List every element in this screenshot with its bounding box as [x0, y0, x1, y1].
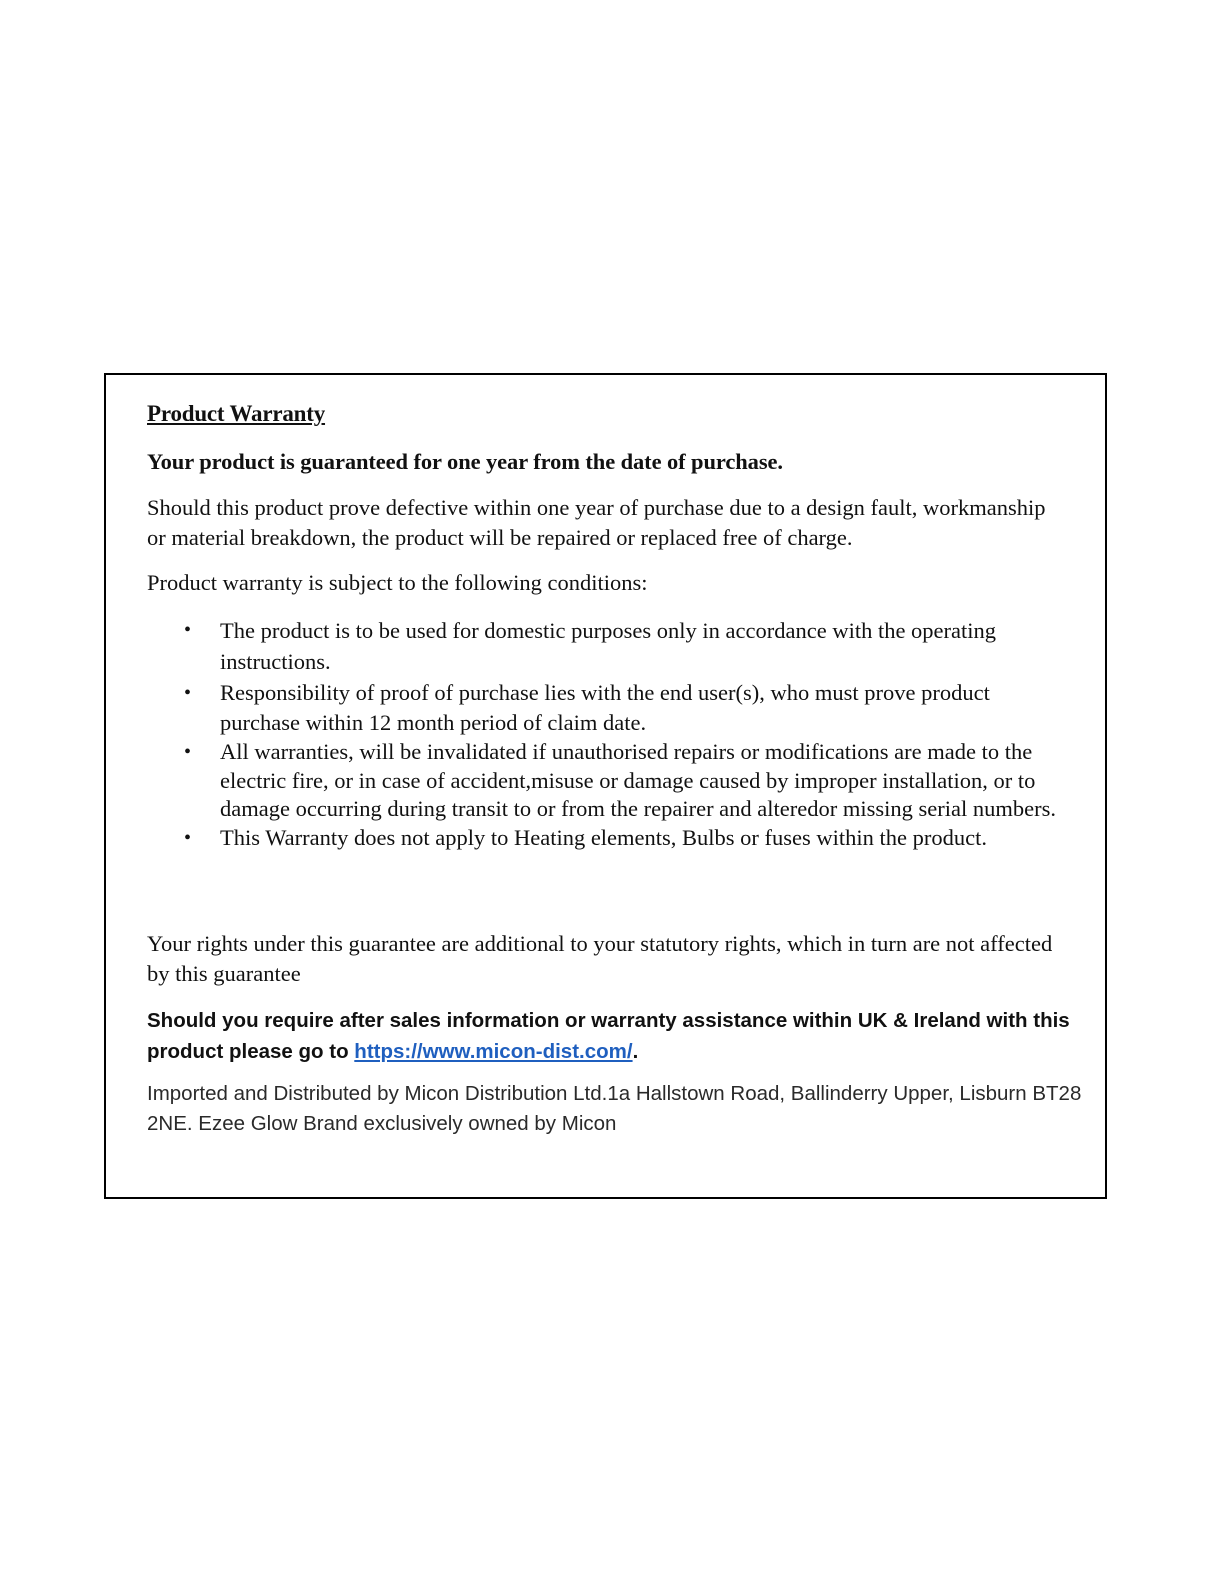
page-title: Product Warranty: [147, 401, 326, 426]
condition-text: The product is to be used for domestic purposes only in accordance with the operating instructions.: [220, 618, 997, 674]
condition-text: All warranties, will be invalidated if unauthorised repairs or modifications are made to the electric fire, or in case of accident,misuse or damage caused by improper installation, or to damage occurring during transit to or from the repairer and alteredor missing serial numbers.: [220, 739, 1056, 821]
conditions-list: [147, 615, 1067, 852]
bullet-icon: •: [184, 619, 192, 641]
guarantee-statement: Your product is guaranteed for one year from the date of purchase.: [147, 449, 783, 474]
support-suffix: .: [632, 1040, 639, 1063]
statutory-rights-paragraph: Your rights under this guarantee are additional to your statutory rights, which in turn are not affected by this guarantee: [147, 931, 1053, 986]
bullet-icon: •: [184, 741, 192, 763]
list-item: [147, 824, 1067, 853]
condition-text: This Warranty does not apply to Heating elements, Bulbs or fuses within the product.: [220, 824, 988, 850]
warranty-box: [104, 373, 1107, 1199]
conditions-intro: Product warranty is subject to the following conditions:: [147, 570, 648, 595]
support-link[interactable]: https://www.micon-dist.com/: [354, 1040, 633, 1063]
defect-paragraph: Should this product prove defective within one year of purchase due to a design fault, workmanship or material breakdown, the product will be repaired or replaced free of charge.: [147, 495, 1046, 550]
list-item: [147, 678, 1067, 738]
bullet-icon: •: [184, 826, 192, 849]
condition-text: Responsibility of proof of purchase lies with the end user(s), who must prove product purchase within 12 month period of claim date.: [220, 680, 990, 735]
bullet-icon: •: [184, 682, 192, 704]
list-item: [147, 615, 1067, 677]
support-text: Should you require after sales information or warranty assistance within UK & Ireland with this product please go to: [147, 1009, 1070, 1063]
list-item: [147, 738, 1067, 824]
distributor-info: Imported and Distributed by Micon Distribution Ltd.1a Hallstown Road, Ballinderry Upper, Lisburn BT28 2NE. Ezee Glow Brand exclusively owned by Micon: [147, 1082, 1082, 1135]
support-paragraph: [147, 1005, 1087, 1067]
